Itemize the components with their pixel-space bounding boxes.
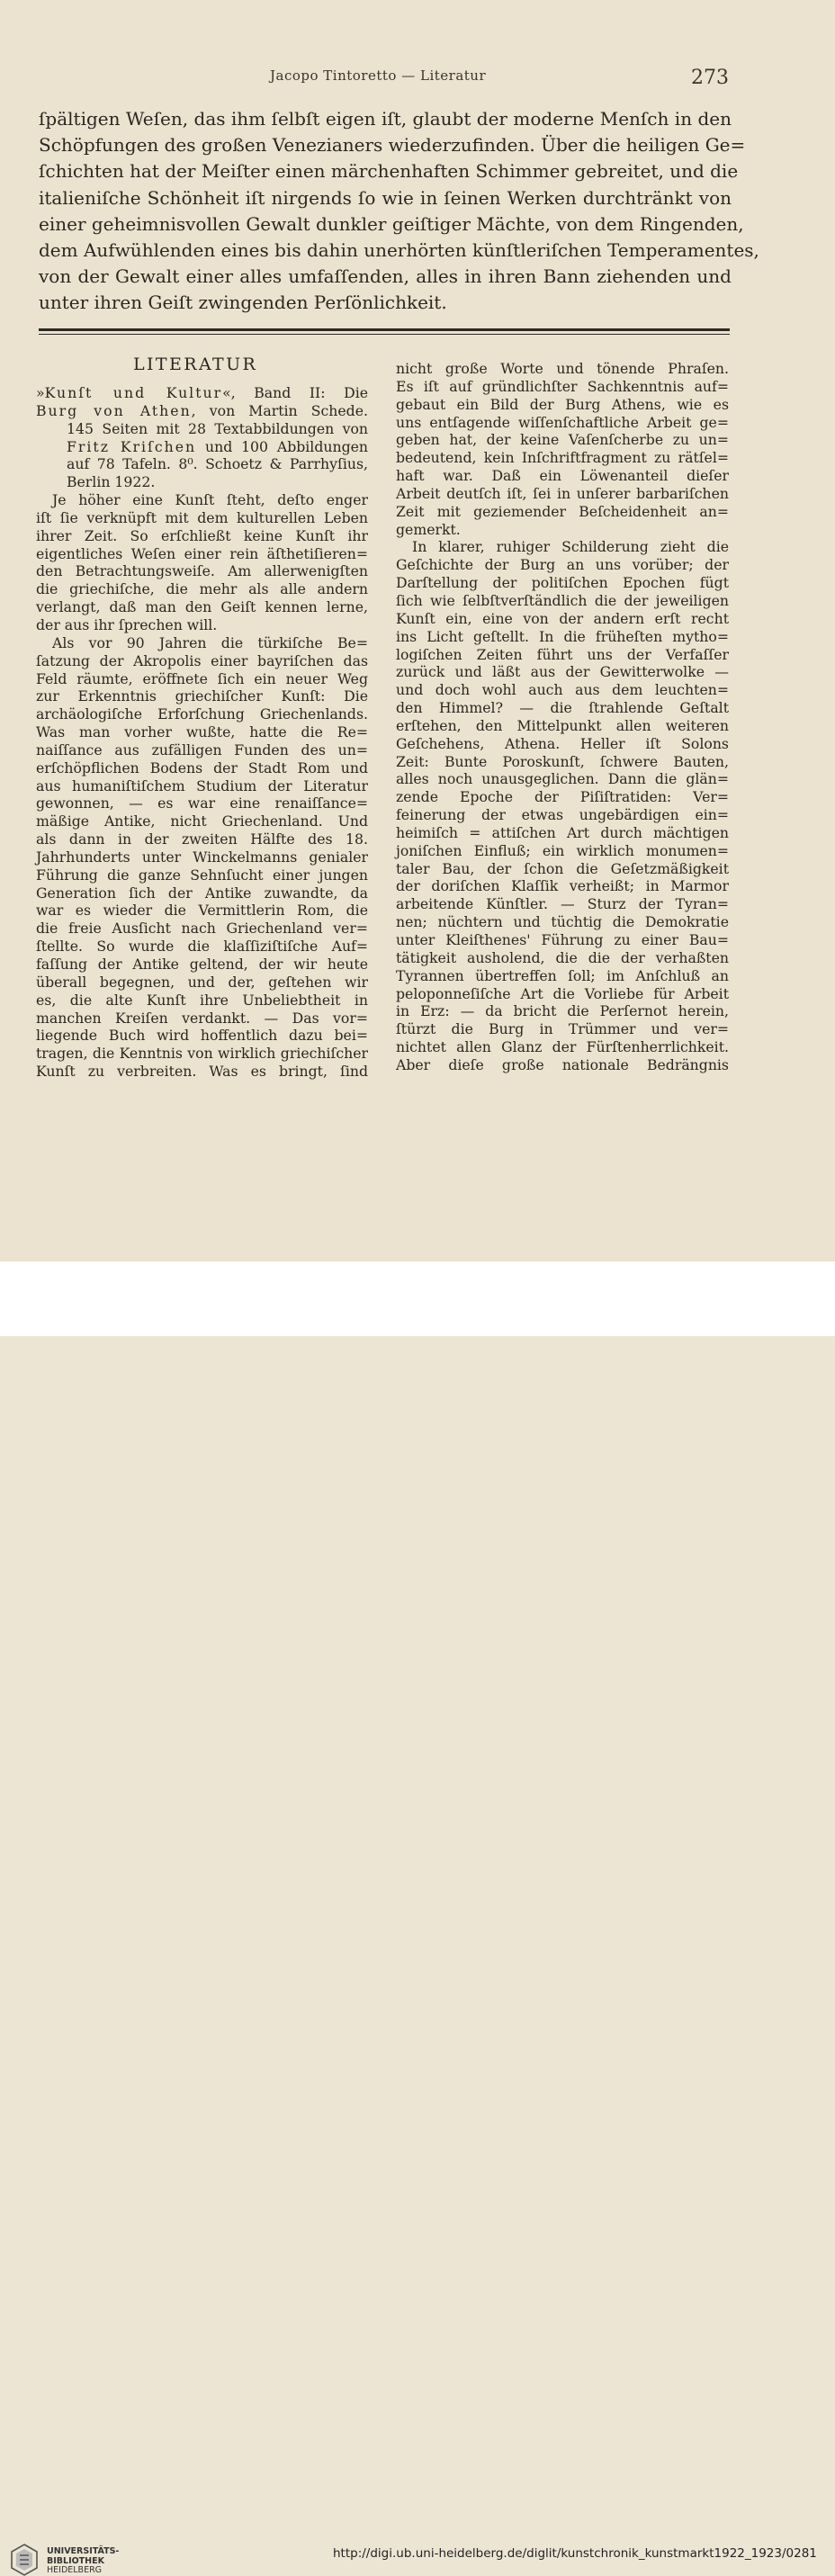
text-line: feinerung der etwas ungebärdigen ein= (396, 806, 729, 824)
text-line: Zeit: Bunte Poroskunſt, ſchwere Bauten, (396, 752, 729, 770)
text-line: manchen Kreiſen verdankt. — Das vor= (36, 1009, 368, 1027)
citation-text: «, Band II: Die (222, 384, 368, 401)
text-line: Aber dieſe große nationale Bedrängnis (396, 1055, 729, 1073)
text-line: ſpältigen Weſen, das ihm ſelbſt eigen iſt, glaubt der moderne Menſch in den (39, 108, 732, 130)
text-line: einer geheimnisvollen Gewalt dunkler geiſtiger Mächte, von dem Ringenden, (39, 212, 744, 235)
running-head: Jacopo Tintoretto — Literatur (270, 67, 487, 84)
text-line: es, die alte Kunſt ihre Unbeliebtheit in (36, 991, 368, 1009)
text-line: die griechiſche, die mehr als alle andern (36, 580, 368, 598)
text-line: Tyrannen übertreffen ſoll; im Anſchluß an (396, 966, 729, 984)
text-line: bedeutend, kein Inſchriftfragment zu rätſel= (396, 449, 729, 467)
text-line: taler Bau, der ſchon die Geſetzmäßigkeit (396, 859, 729, 877)
text-line: Arbeit deutſch iſt, ſei in unſerer barbariſchen (396, 484, 729, 502)
citation-line: auf 78 Tafeln. 8⁰. Schoetz & Parrhyſius, (67, 455, 368, 473)
text-line: Führung die ganze Sehnſucht einer jungen (36, 866, 368, 884)
text-line: Kunſt ein, eine von der andern erſt recht (396, 609, 729, 627)
scanned-page (0, 0, 835, 1261)
citation-line (36, 438, 368, 456)
citation-text: , von Martin Schede. (191, 401, 368, 419)
library-name-line: BIBLIOTHEK (47, 2555, 104, 2566)
text-line: archäologiſche Erforſchung Griechenlands. (36, 705, 368, 723)
section-divider-thin (39, 334, 730, 335)
text-line: Schöpfungen des großen Venezianers wiederzufinden. Über die heiligen Ge= (39, 134, 746, 157)
citation-book-title: Burg von Athen (36, 401, 192, 419)
text-line: von der Gewalt einer alles umfaſſenden, alles in ihren Bann ziehenden und (39, 265, 732, 288)
left-column (36, 384, 368, 1081)
citation-line (36, 384, 368, 402)
text-line: tragen, die Kenntnis von wirklich griechiſcher (36, 1045, 368, 1063)
text-line: unter Kleiſthenes' Führung zu einer Bau= (396, 931, 729, 948)
text-line: ins Licht geſtellt. In die früheſten mytho= (396, 627, 729, 645)
text-line: In klarer, ruhiger Schilderung zieht die (412, 538, 729, 556)
text-line: mäßige Antike, nicht Griechenland. Und (36, 812, 368, 830)
library-name (47, 2547, 119, 2576)
text-line: arbeitende Künſtler. — Sturz der Tyran= (396, 895, 729, 913)
text-line: zurück und läßt aus der Gewitterwolke — (396, 663, 729, 681)
text-line: ſtellte. So wurde die klaſſiziſtiſche Auf= (36, 938, 368, 956)
text-line: italieniſche Schönheit iſt nirgends ſo wie in ſeinen Werken durchtränkt von (39, 186, 732, 209)
text-line: alles noch unausgeglichen. Dann die glän= (396, 770, 729, 788)
text-line: Feld räumte, eröffnete ſich ein neuer Weg (36, 669, 368, 687)
text-line: dem Aufwühlenden eines bis dahin unerhörten künſtleriſchen Temperamentes, (39, 239, 759, 262)
text-line: in Erz: — da bricht die Perſernot herein, (396, 1002, 729, 1020)
text-line: faſſung der Antike geltend, der wir heute (36, 956, 368, 973)
text-line: Geſchehens, Athena. Heller iſt Solons (396, 734, 729, 752)
text-line: iſt ſie verknüpft mit dem kulturellen Leben (36, 508, 368, 526)
text-line: ſich wie ſelbſtverſtändlich die der jeweiligen (396, 591, 729, 609)
text-line: überall begegnen, und der, geſtehen wir (36, 973, 368, 991)
text-line: gebaut ein Bild der Burg Athens, wie es (396, 395, 729, 413)
intro-paragraph (39, 106, 759, 317)
citation-line (36, 402, 368, 420)
section-heading: LITERATUR (133, 355, 258, 374)
text-line: liegende Buch wird hoffentlich dazu bei= (36, 1027, 368, 1045)
text-line: Als vor 90 Jahren die türkiſche Be= (52, 633, 368, 651)
text-line: gewonnen, — es war eine renaiſſance= (36, 794, 368, 812)
text-line: die freie Ausſicht nach Griechenland ver= (36, 920, 368, 938)
section-divider-thick (39, 328, 730, 331)
text-line: ſtürzt die Burg in Trümmer und ver= (396, 1020, 729, 1038)
open-quote: » (36, 384, 45, 401)
text-line: peloponneſiſche Art die Vorliebe für Arbeit (396, 984, 729, 1002)
page-number: 273 (691, 67, 729, 89)
text-line: der aus ihr ſprechen will. (36, 615, 218, 633)
text-line: heimiſch = attiſchen Art durch mächtigen (396, 823, 729, 841)
text-line: tätigkeit ausholend, die die der verhaßten (396, 948, 729, 966)
text-line: zur Erkenntnis griechiſcher Kunſt: Die (36, 687, 368, 705)
text-line: Kunſt zu verbreiten. Was es bringt, ſind (36, 1063, 368, 1081)
library-seal-icon (11, 2544, 38, 2576)
text-line: ihrer Zeit. So erſchließt keine Kunſt ihr (36, 526, 368, 544)
text-line: ſchichten hat der Meiſter einen märchenhaften Schimmer gebreitet, und die (39, 160, 739, 183)
text-line: nen; nüchtern und tüchtig die Demokratie (396, 913, 729, 931)
text-line: unter ihren Geiſt zwingenden Perſönlichkeit. (39, 292, 447, 314)
text-line: uns entſagende wiſſenſchaftliche Arbeit ge= (396, 413, 729, 431)
text-line: Darſtellung der politiſchen Epochen fügt (396, 574, 729, 592)
text-line: logiſchen Zeiten führt uns der Verfaſſer (396, 645, 729, 663)
text-line: naiſſance aus zufälligen Funden des un= (36, 740, 368, 758)
text-line: gemerkt. (396, 520, 461, 538)
text-line: der doriſchen Klaſſik verheißt; in Marmor (396, 877, 729, 895)
digitization-footer (0, 1261, 835, 2575)
text-line: haft war. Daß ein Löwenanteil dieſer (396, 467, 729, 485)
text-line: nichtet allen Glanz der Fürſtenherrlichkeit. (396, 1038, 729, 1056)
library-name-line: HEIDELBERG (47, 2565, 103, 2575)
citation-line: Berlin 1922. (67, 473, 156, 491)
text-line: den Betrachtungsweiſe. Am allerwenigſten (36, 562, 368, 580)
text-line: erſchöpflichen Bodens der Stadt Rom und (36, 758, 368, 776)
text-line: Zeit mit geziemender Beſcheidenheit an= (396, 502, 729, 520)
text-line: eigentliches Weſen einer rein äſthetiſieren= (36, 544, 368, 562)
library-name-line: UNIVERSITÄTS- (47, 2546, 120, 2556)
text-line: verlangt, daß man den Geiſt kennen lerne, (36, 598, 368, 616)
text-line: Jahrhunderts unter Winckelmanns genialer (36, 848, 368, 866)
text-line: Je höher eine Kunſt ſteht, deſto enger (52, 491, 368, 509)
citation-series-title: Kunſt und Kultur (44, 384, 223, 401)
citation-line: 145 Seiten mit 28 Textabbildungen von (67, 419, 368, 437)
text-line: joniſchen Einfluß; ein wirklich monumen= (396, 841, 729, 859)
text-line: Es iſt auf gründlichſter Sachkenntnis auf= (396, 377, 729, 395)
text-line: aus humaniſtiſchem Studium der Literatur (36, 776, 368, 794)
text-line: und doch wohl auch aus dem leuchten= (396, 681, 729, 699)
text-line: als dann in der zweiten Hälfte des 18. (36, 830, 368, 848)
text-line: den Himmel? — die ſtrahlende Geſtalt (396, 699, 729, 717)
right-column (396, 360, 729, 1074)
source-url-link[interactable]: http://digi.ub.uni-heidelberg.de/diglit/kunstchronik_kunstmarkt1922_1923/0281 (333, 2546, 817, 2561)
text-line: Geſchichte der Burg an uns vorüber; der (396, 556, 729, 574)
text-line: ſatzung der Akropolis einer bayriſchen das (36, 651, 368, 669)
text-line: geben hat, der keine Vaſenſcherbe zu un= (396, 431, 729, 449)
text-line: zende Epoche der Piſiſtratiden: Ver= (396, 788, 729, 806)
text-line: Was man vorher wußte, hatte die Re= (36, 723, 368, 741)
citation-text: und 100 Abbildungen (196, 437, 368, 455)
text-line: erſtehen, den Mittelpunkt allen weiteren (396, 716, 729, 734)
text-line: Generation ſich der Antike zuwandte, da (36, 884, 368, 902)
citation-author: Fritz Kriſchen (67, 437, 197, 455)
text-line: nicht große Worte und tönende Phraſen. (396, 360, 729, 377)
book-citation (36, 384, 368, 491)
text-line: war es wieder die Vermittlerin Rom, die (36, 902, 368, 920)
